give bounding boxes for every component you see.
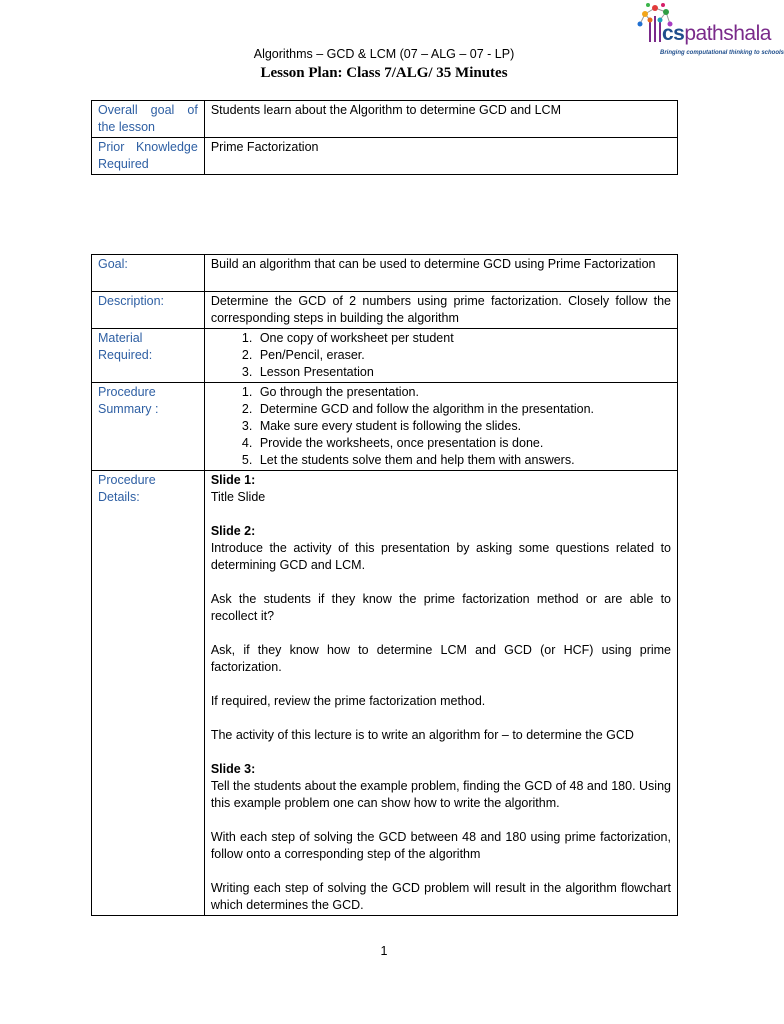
document-title: Lesson Plan: Class 7/ALG/ 35 Minutes [260, 65, 508, 81]
page-number: 1 [380, 944, 388, 958]
list-item: 3. Lesson Presentation [256, 364, 671, 381]
slide-3-paragraph: Tell the students about the example problem, finding the GCD of 48 and 180. Using this example problem one can show how to write the algorithm. [210, 779, 671, 810]
slide-2-paragraph: If required, review the prime factorization method. [210, 694, 486, 708]
overview-table [91, 100, 678, 175]
logo-wordmark [662, 22, 771, 46]
overall-goal-label: Overall goal of the lesson [92, 101, 205, 138]
slide-2-paragraph: Introduce the activity of this presentation by asking some questions related to determining GCD and LCM. [210, 541, 671, 572]
logo-pathshala-text: pathshala [684, 22, 771, 45]
list-item: 2. Determine GCD and follow the algorithm in the presentation. [256, 401, 671, 418]
table-row [92, 471, 678, 916]
prior-knowledge-value: Prime Factorization [204, 138, 677, 175]
slide-3-paragraph: With each step of solving the GCD between 48 and 180 using prime factorization, follow onto a corresponding step of the algorithm [210, 830, 671, 861]
summary-label: Procedure Summary : [92, 383, 205, 471]
list-item: 4. Provide the worksheets, once presentation is done. [256, 435, 671, 452]
summary-list [211, 384, 671, 469]
slide-1-text: Title Slide [210, 490, 266, 504]
table-row [92, 255, 678, 292]
list-item: 5. Let the students solve them and help them with answers. [256, 452, 671, 469]
logo-cs-text: cs [662, 22, 685, 45]
slide-1-title: Slide 1: [210, 473, 256, 487]
description-label: Description: [92, 292, 205, 329]
table-row [92, 101, 678, 138]
procedure-details-cell [204, 471, 677, 916]
slide-2-paragraph: The activity of this lecture is to write an algorithm for – to determine the GCD [210, 728, 634, 742]
summary-list-cell [204, 383, 677, 471]
table-row [92, 138, 678, 175]
goal-value: Build an algorithm that can be used to determine GCD using Prime Factorization [204, 255, 677, 292]
material-list-cell [204, 329, 677, 383]
list-item: 3. Make sure every student is following the slides. [256, 418, 671, 435]
slide-2-paragraph: Ask the students if they know the prime factorization method or are able to recollect it? [210, 592, 671, 623]
slide-2-title: Slide 2: [210, 524, 256, 538]
overall-goal-value: Students learn about the Algorithm to determine GCD and LCM [204, 101, 677, 138]
details-label: Procedure Details: [92, 471, 205, 916]
material-label: Material Required: [92, 329, 205, 383]
document-subtitle: Algorithms – GCD & LCM (07 – ALG – 07 - LP) [253, 47, 515, 61]
lesson-plan-table [91, 254, 678, 916]
slide-3-paragraph: Writing each step of solving the GCD problem will result in the algorithm flowchart which determines the GCD. [210, 881, 671, 912]
slide-3-title: Slide 3: [210, 762, 256, 776]
slide-2-paragraph: Ask, if they know how to determine LCM and GCD (or HCF) using prime factorization. [210, 643, 671, 674]
table-row [92, 292, 678, 329]
slide-1-block [211, 472, 671, 506]
logo-tagline: Bringing computational thinking to schools [660, 50, 784, 56]
prior-knowledge-label: Prior Knowledge Required [92, 138, 205, 175]
table-row [92, 383, 678, 471]
goal-label: Goal: [92, 255, 205, 292]
list-item: 2. Pen/Pencil, eraser. [256, 347, 671, 364]
list-item: 1. Go through the presentation. [256, 384, 671, 401]
material-list [211, 330, 671, 381]
description-value: Determine the GCD of 2 numbers using prime factorization. Closely follow the corresponding steps in building the algorithm [204, 292, 677, 329]
list-item: 1. One copy of worksheet per student [256, 330, 671, 347]
table-row [92, 329, 678, 383]
